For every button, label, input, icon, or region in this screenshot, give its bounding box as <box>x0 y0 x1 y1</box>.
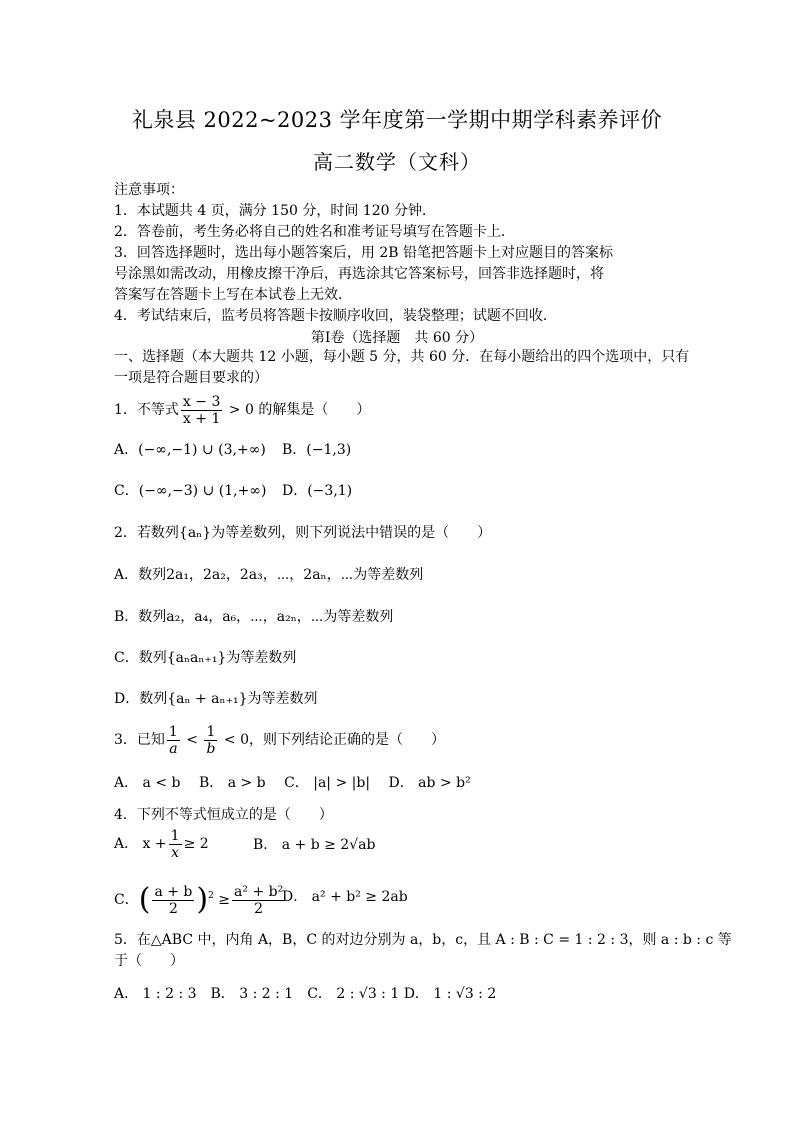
q4-option-d: D． a² + b² ≥ 2ab <box>282 889 408 905</box>
note-item: 答案写在答题卡上写在本试卷上无效． <box>114 287 352 303</box>
question-5-stem-line1: 5．在△ABC 中，内角 A，B，C 的对边分别为 a，b，c，且 A : B : C = 1 : 2 : 3，则 a : b : c 等 <box>114 932 732 948</box>
question-3-stem <box>114 722 445 758</box>
q4c-prefix: C． <box>114 892 139 908</box>
q4-option-b: B． a + b ≥ 2√ab <box>253 837 376 853</box>
q3-den-2: b <box>206 740 216 757</box>
q4-option-c <box>114 874 287 922</box>
notes-heading: 注意事项： <box>114 182 184 198</box>
note-item: 1．本试题共 4 页，满分 150 分，时间 120 分钟． <box>114 203 436 219</box>
q4a-fraction <box>169 828 182 861</box>
q1-option-b: B．(−1,3) <box>282 442 352 458</box>
q4a-suffix: ≥ 2 <box>183 836 209 852</box>
exam-subtitle: 高二数学（文科） <box>313 150 481 174</box>
q1-option-a: A．(−∞,−1) ∪ (3,+∞) <box>114 442 266 458</box>
q3-prefix: 3．已知 <box>114 732 165 748</box>
q1-fraction <box>181 394 222 427</box>
q1-option-c: C．(−∞,−3) ∪ (1,+∞) <box>114 483 267 499</box>
q4a-denominator: x <box>171 844 180 861</box>
q4a-prefix: A． x + <box>114 836 167 852</box>
q4c-exponent: 2 <box>208 891 214 901</box>
section-intro: 一、选择题（本大题共 12 小题，每小题 5 分，共 60 分．在每小题给出的四个选项中，只有 <box>114 349 690 365</box>
question-4-stem: 4．下列不等式恒成立的是（ ） <box>114 807 333 823</box>
q3-fraction-2 <box>204 724 217 757</box>
q3-fraction-1 <box>167 724 180 757</box>
section-intro: 一项是符合题目要求的） <box>114 370 268 386</box>
question-2-stem: 2．若数列{aₙ}为等差数列，则下列说法中错误的是（ ） <box>114 525 492 541</box>
q4c-denominator-2: 2 <box>254 900 264 917</box>
q4c-numerator-2: a² + b² <box>234 883 284 900</box>
q1-denominator: x + 1 <box>182 410 221 427</box>
q3-suffix: < 0，则下列结论正确的是（ ） <box>219 732 445 748</box>
q2-option-a: A．数列2a₁，2a₂，2a₃，⋯，2aₙ，⋯为等差数列 <box>114 567 424 583</box>
q1-prefix: 1．不等式 <box>114 402 179 418</box>
note-item: 3．回答选择题时，选出每小题答案后，用 2B 铅笔把答题卡上对应题目的答案标 <box>114 245 614 261</box>
q4c-fraction-2 <box>232 884 285 917</box>
question-5-stem-line2: 于（ ） <box>114 953 184 969</box>
q4-option-a <box>114 826 209 862</box>
note-item: 号涂黑如需改动，用橡皮擦干净后，再选涂其它答案标号，回答非选择题时，将 <box>114 266 604 282</box>
exam-title: 礼泉县 2022~2023 学年度第一学期中期学科素养评价 <box>131 108 663 132</box>
q4c-left-paren: ( <box>138 882 151 917</box>
section-title: 第Ⅰ卷（选择题 共 60 分） <box>310 330 484 346</box>
q1-option-d: D．(−3,1) <box>282 483 353 499</box>
q2-option-b: B．数列a₂，a₄，a₆，⋯，a₂ₙ，⋯为等差数列 <box>114 609 394 625</box>
q1-numerator: x − 3 <box>182 393 221 410</box>
q4c-fraction-1 <box>152 884 194 917</box>
q3-num-1: 1 <box>168 723 178 740</box>
note-item: 4．考试结束后，监考员将答题卡按顺序收回，装袋整理；试题不回收． <box>114 308 557 324</box>
q3-den-1: a <box>169 740 178 757</box>
q4c-numerator-1: a + b <box>154 883 193 900</box>
q2-option-c: C．数列{aₙaₙ₊₁}为等差数列 <box>114 650 297 666</box>
q4c-ge: ≥ <box>218 892 231 908</box>
note-item: 2．答卷前，考生务必将自己的姓名和准考证号填写在答题卡上． <box>114 224 515 240</box>
q2-option-d: D．数列{aₙ + aₙ₊₁}为等差数列 <box>114 691 318 707</box>
q4c-denominator-1: 2 <box>168 900 178 917</box>
q3-num-2: 1 <box>204 724 217 741</box>
q3-mid: < <box>181 732 203 748</box>
q1-suffix: > 0 的解集是（ ） <box>224 402 371 418</box>
q4a-numerator: 1 <box>170 827 180 844</box>
question-1-stem <box>114 392 370 428</box>
q5-options: A． 1 : 2 : 3 B． 3 : 2 : 1 C． 2 : √3 : 1 D． 1 : √3 : 2 <box>114 986 497 1002</box>
q3-options: A． a < b B． a > b C． |a| > |b| D． ab > b² <box>114 775 471 791</box>
q4c-right-paren: ) <box>196 882 209 917</box>
